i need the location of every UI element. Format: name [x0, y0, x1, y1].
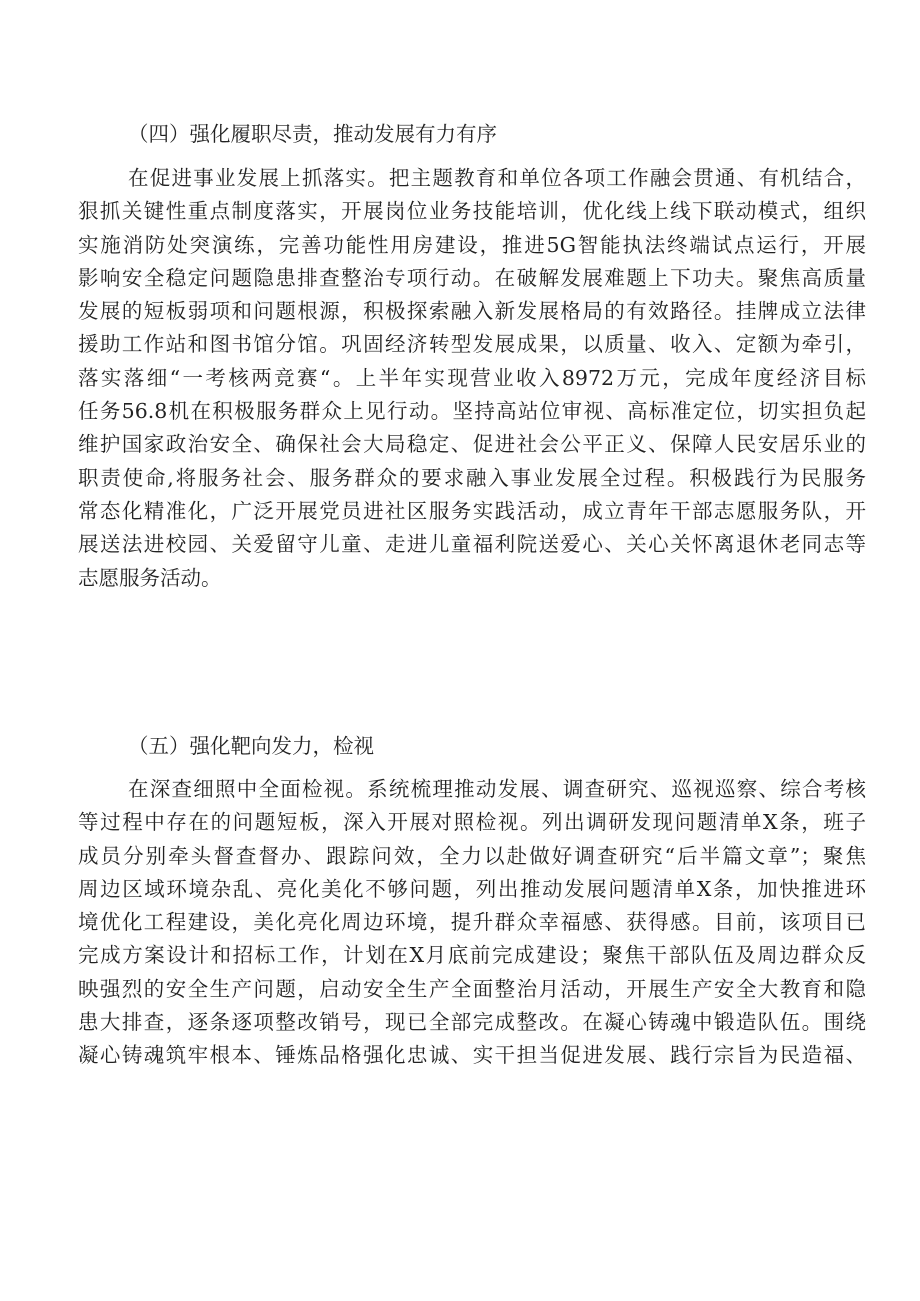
paragraph-line: 患大排查，逐条逐项整改销号，现已全部完成整改。在凝心铸魂中锻造队伍。围绕: [78, 1010, 866, 1035]
paragraph-line: 境优化工程建设，美化亮化周边环境，提升群众幸福感、获得感。目前，该项目已: [78, 910, 866, 935]
paragraph-line: 发展的短板弱项和问题根源，积极探索融入新发展格局的有效路径。挂牌成立法律: [78, 299, 866, 324]
paragraph-line: 完成方案设计和招标工作，计划在X月底前完成建设；聚焦干部队伍及周边群众反: [78, 943, 866, 968]
paragraph-line: 周边区域环境杂乱、亮化美化不够问题，列出推动发展问题清单X条，加快推进环: [78, 876, 866, 901]
section-4-paragraph: [78, 162, 866, 595]
paragraph-line: 等过程中存在的问题短板，深入开展对照检视。列出调研发现问题清单X条，班子: [78, 810, 866, 835]
paragraph-line: 实施消防处突演练，完善功能性用房建设，推进5G智能执法终端试点运行，开展: [78, 232, 866, 257]
paragraph-line: 在深查细照中全面检视。系统梳理推动发展、调查研究、巡视巡察、综合考核: [128, 777, 866, 801]
paragraph-line: 影响安全稳定问题隐患排查整治专项行动。在破解发展难题上下功夫。聚焦高质量: [78, 265, 866, 290]
paragraph-line: 成员分别牵头督查督办、跟踪问效，全力以赴做好调查研究“后半篇文章”；聚焦: [78, 843, 866, 868]
paragraph-line: 援助工作站和图书馆分馆。巩固经济转型发展成果，以质量、收入、定额为牵引，: [78, 332, 866, 357]
paragraph-line: 凝心铸魂筑牢根本、锤炼品格强化忠诚、实干担当促进发展、践行宗旨为民造福、: [78, 1043, 866, 1068]
paragraph-line: 展送法进校园、关爱留守儿童、走进儿童福利院送爱心、关心关怀离退休老同志等: [78, 532, 866, 557]
paragraph-line: 狠抓关键性重点制度落实，开展岗位业务技能培训，优化线上线下联动模式，组织: [78, 199, 866, 224]
section-heading-5: （五）强化靶向发力，检视: [128, 734, 374, 758]
paragraph-line: 常态化精准化，广泛开展党员进社区服务实践活动，成立青年干部志愿服务队，开: [78, 498, 866, 523]
paragraph-line: 落实落细“一考核两竞赛“。上半年实现营业收入8972万元，完成年度经济目标: [78, 365, 866, 390]
section-5-paragraph: [78, 773, 866, 1073]
section-heading-4: （四）强化履职尽责，推动发展有力有序: [128, 122, 497, 146]
paragraph-line: 职责使命,将服务社会、服务群众的要求融入事业发展全过程。积极践行为民服务: [78, 465, 866, 490]
paragraph-line: 映强烈的安全生产问题，启动安全生产全面整治月活动，开展生产安全大教育和隐: [78, 976, 866, 1001]
paragraph-line: 任务56.8机在积极服务群众上见行动。坚持高站位审视、高标准定位，切实担负起: [78, 399, 866, 424]
paragraph-line: 在促进事业发展上抓落实。把主题教育和单位各项工作融会贯通、有机结合，: [128, 166, 866, 190]
paragraph-line: 志愿服务活动。: [78, 565, 222, 590]
paragraph-line: 维护国家政治安全、确保社会大局稳定、促进社会公平正义、保障人民安居乐业的: [78, 432, 866, 457]
